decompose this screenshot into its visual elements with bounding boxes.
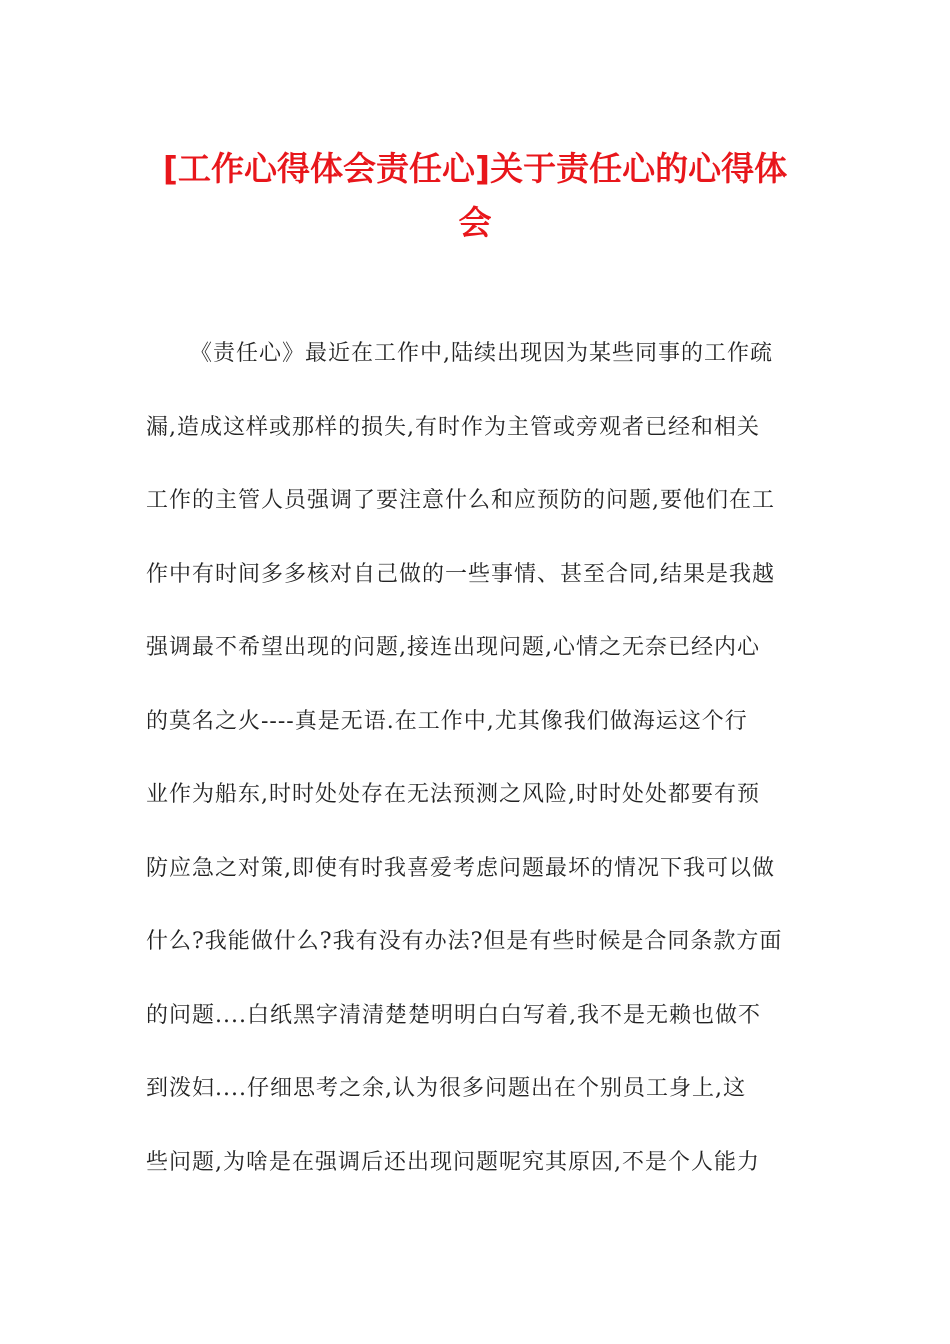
- body-line-12: 些问题,为啥是在强调后还出现问题呢究其原因,不是个人能力: [146, 1149, 760, 1175]
- body-line-4: 作中有时间多多核对自己做的一些事情、甚至合同,结果是我越: [146, 561, 775, 587]
- body-line-6: 的莫名之火----真是无语.在工作中,尤其像我们做海运这个行: [146, 708, 748, 734]
- body-line-3: 工作的主管人员强调了要注意什么和应预防的问题,要他们在工: [146, 488, 775, 513]
- body-line-11: 到泼妇....仔细思考之余,认为很多问题出在个别员工身上,这: [146, 1076, 746, 1101]
- title-line-1: [工作心得体会责任心]关于责任心的心得体: [162, 149, 788, 188]
- body-line-1: 《责任心》最近在工作中,陆续出现因为某些同事的工作疏: [190, 341, 773, 366]
- document-title: [130, 142, 820, 250]
- body-line-9: 什么?我能做什么?我有没有办法?但是有些时候是合同条款方面: [146, 929, 783, 954]
- body-line-2: 漏,造成这样或那样的损失,有时作为主管或旁观者已经和相关: [146, 414, 760, 440]
- title-line-2: 会: [458, 203, 492, 242]
- body-line-8: 防应急之对策,即使有时我喜爱考虑问题最坏的情况下我可以做: [146, 855, 775, 881]
- body-line-7: 业作为船东,时时处处存在无法预测之风险,时时处处都要有预: [146, 782, 760, 807]
- body-line-10: 的问题....白纸黑字清清楚楚明明白白写着,我不是无赖也做不: [146, 1002, 761, 1028]
- body-line-5: 强调最不希望出现的问题,接连出现问题,心情之无奈已经内心: [146, 635, 760, 660]
- document-body: [146, 331, 806, 1213]
